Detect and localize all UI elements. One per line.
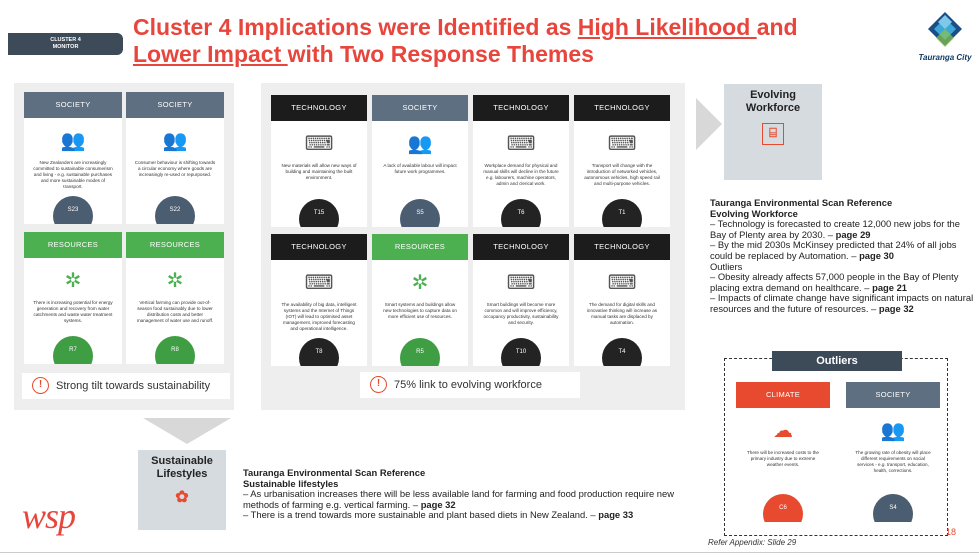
card-description: The availability of big data, intelligent systems and the Internet of Things (IOT) will lead to optimised asset management, improved forecasting and operational intelligence. <box>281 302 357 331</box>
monitor-label: CLUSTER 4 MONITOR <box>50 37 81 50</box>
card-category: SOCIETY <box>24 92 122 118</box>
arrow-down-icon <box>143 418 231 444</box>
bullet-text: – By the mid 2030s McKinsey predicted that 24% of all jobs could be replaced by Automation. – <box>710 239 957 261</box>
page-reference: page 30 <box>859 249 894 261</box>
reference-bullet <box>710 293 978 314</box>
trend-card <box>574 95 670 227</box>
society-icon: 👥 <box>60 130 86 152</box>
bullet-text: Outliers <box>710 260 743 272</box>
summary-text: 75% link to evolving workforce <box>394 379 542 391</box>
card-category: TECHNOLOGY <box>473 234 569 260</box>
bullet-text: – Technology is forecasted to create 12,000 new jobs for the Bay of Plenty area by 2030. – <box>710 218 960 240</box>
page-reference: page 32 <box>420 498 456 510</box>
trend-card <box>736 382 830 522</box>
card-category: SOCIETY <box>372 95 468 121</box>
page-reference: page 21 <box>872 281 908 293</box>
card-code-badge: R8 <box>155 336 195 364</box>
card-description: Workplace demand for physical and manual skills will decline in the future e.g. labourers, machine operators, admin and clerical work. <box>483 163 559 186</box>
page-title <box>133 14 913 68</box>
summary-text: Strong tilt towards sustainability <box>56 380 211 392</box>
card-code-badge: T1 <box>602 199 642 227</box>
resources-icon: ✲ <box>64 270 82 292</box>
trend-card <box>126 232 224 364</box>
card-description: Vertical farming can provide out-of-season food sustainably due to lower distribution costs and better management of water use and runoff. <box>136 300 214 323</box>
bullet-text: – Impacts of climate change have significant impacts on natural resources and the future of resources. – <box>710 292 974 314</box>
card-code-badge: T15 <box>299 199 339 227</box>
bullet-text: – As urbanisation increases there will be less available land for farming and food production require new methods of farming e.g. vertical farming. – <box>243 488 674 510</box>
presentation-icon: ⌸ <box>762 123 784 145</box>
title-text: and <box>756 14 798 40</box>
card-category: RESOURCES <box>24 232 122 258</box>
alert-icon: ! <box>370 376 387 393</box>
card-category: RESOURCES <box>372 234 468 260</box>
card-category: TECHNOLOGY <box>473 95 569 121</box>
appendix-reference: Refer Appendix: Slide 29 <box>708 538 797 547</box>
card-description: There is increasing potential for energy generation and recovery from water catchments and waste water treatment systems. <box>33 300 113 323</box>
card-description: There will be increased costs to the primary industry due to extreme weather events. <box>746 450 819 467</box>
trend-card <box>24 92 122 224</box>
card-code-badge: S23 <box>53 196 93 224</box>
workforce-summary <box>360 372 580 398</box>
card-description: New Zealanders are increasingly committed to sustainable consumerism and living - e.g. sustainable purchases and more sustainable modes of transport. <box>33 160 113 189</box>
card-code-badge: S4 <box>873 494 913 522</box>
footer-divider <box>0 552 979 553</box>
title-text: with Two Response Themes <box>287 41 594 67</box>
card-code-badge: S22 <box>155 196 195 224</box>
trend-card <box>271 234 367 366</box>
evolving-workforce-theme <box>724 84 822 180</box>
card-code-badge: R5 <box>400 338 440 366</box>
card-code-badge: T6 <box>501 199 541 227</box>
trend-card <box>271 95 367 227</box>
bullet-text: – There is a trend towards more sustainable and plant based diets in New Zealand. – <box>243 509 599 521</box>
card-code-badge: T10 <box>501 338 541 366</box>
title-highlight-impact: Lower Impact <box>133 41 288 67</box>
trend-card <box>372 95 468 227</box>
trend-card <box>574 234 670 366</box>
page-reference: page 29 <box>835 228 871 240</box>
card-category: TECHNOLOGY <box>271 95 367 121</box>
reference-bullet <box>243 510 693 521</box>
page-reference: page 33 <box>598 509 634 521</box>
outliers-title: Outliers <box>772 351 902 371</box>
card-description: Consumer behaviour is shifting towards a circular economy where goods are increasingly re-used or repurposed. <box>134 160 216 177</box>
society-icon: 👥 <box>407 133 433 155</box>
card-category: RESOURCES <box>126 232 224 258</box>
card-description: New materials will allow new ways of building and maintaining the built environment. <box>281 163 357 180</box>
evolving-reference <box>710 198 978 315</box>
technology-icon: ⌨ <box>607 133 637 155</box>
card-description: A lack of available labour will impact future work programmes. <box>383 163 457 174</box>
ref-title: Tauranga Environmental Scan Reference <box>710 197 893 208</box>
ref-subtitle: Evolving Workforce <box>710 207 798 219</box>
reference-bullet <box>710 272 978 293</box>
card-description: The demand for digital skills and innovative thinking will increase as manual tasks are displaced by automation. <box>586 302 658 325</box>
card-description: Smart systems and buildings allow new technologies to capture data on more efficient use of resources. <box>383 302 457 319</box>
ref-subtitle: Sustainable lifestyles <box>243 477 339 489</box>
trend-card <box>24 232 122 364</box>
sustainable-reference <box>243 468 693 521</box>
society-icon: 👥 <box>880 420 906 442</box>
page-number: 18 <box>946 527 957 537</box>
title-text: Cluster 4 Implications were Identified as <box>133 14 578 40</box>
plant-icon: ✿ <box>175 489 189 506</box>
page-reference: page 32 <box>878 302 914 314</box>
theme-title: Evolving Workforce <box>745 89 801 114</box>
card-code-badge: R7 <box>53 336 93 364</box>
technology-icon: ⌨ <box>506 272 536 294</box>
card-category: TECHNOLOGY <box>574 95 670 121</box>
title-highlight-likelihood: High Likelihood <box>577 14 757 40</box>
technology-icon: ⌨ <box>304 272 334 294</box>
climate-icon: ☁ <box>773 420 793 442</box>
reference-bullet <box>710 219 978 240</box>
resources-icon: ✲ <box>411 272 429 294</box>
resources-icon: ✲ <box>166 270 184 292</box>
alert-icon: ! <box>32 377 49 394</box>
cluster-monitor-tab <box>8 33 123 55</box>
card-description: Transport will change with the introduction of networked vehicles, autonomous vehicles, high speed rail and multi-purpose vehicles. <box>584 163 660 186</box>
card-description: The growing rate of obesity will place different requirements on social services - e.g. transport, education, health, corrections. <box>855 450 931 473</box>
ref-title: Tauranga Environmental Scan Reference <box>243 467 426 478</box>
trend-card <box>846 382 940 522</box>
wsp-logo: wsp <box>22 496 76 536</box>
technology-icon: ⌨ <box>607 272 637 294</box>
technology-icon: ⌨ <box>304 133 334 155</box>
trend-card <box>473 234 569 366</box>
card-category: TECHNOLOGY <box>574 234 670 260</box>
card-category: CLIMATE <box>736 382 830 408</box>
card-category: TECHNOLOGY <box>271 234 367 260</box>
card-category: SOCIETY <box>126 92 224 118</box>
reference-bullet <box>710 240 978 261</box>
society-icon: 👥 <box>162 130 188 152</box>
card-category: SOCIETY <box>846 382 940 408</box>
trend-card <box>473 95 569 227</box>
sustainability-summary <box>22 373 230 399</box>
bullet-text: – Obesity already affects 57,000 people in the Bay of Plenty placing extra demand on healthcare. – <box>710 271 959 293</box>
trend-card <box>126 92 224 224</box>
card-code-badge: S5 <box>400 199 440 227</box>
card-code-badge: T8 <box>299 338 339 366</box>
logo-text: Tauranga City <box>918 53 972 62</box>
sustainable-lifestyles-theme <box>138 450 226 530</box>
theme-title: Sustainable Lifestyles <box>151 455 213 480</box>
card-code-badge: T4 <box>602 338 642 366</box>
card-description: Smart buildings will become more common and will improve efficiency, occupancy productivity, sustainability and security. <box>483 302 559 325</box>
reference-bullet <box>243 489 693 510</box>
trend-card <box>372 234 468 366</box>
arrow-right-icon <box>696 98 722 150</box>
card-code-badge: C6 <box>763 494 803 522</box>
technology-icon: ⌨ <box>506 133 536 155</box>
